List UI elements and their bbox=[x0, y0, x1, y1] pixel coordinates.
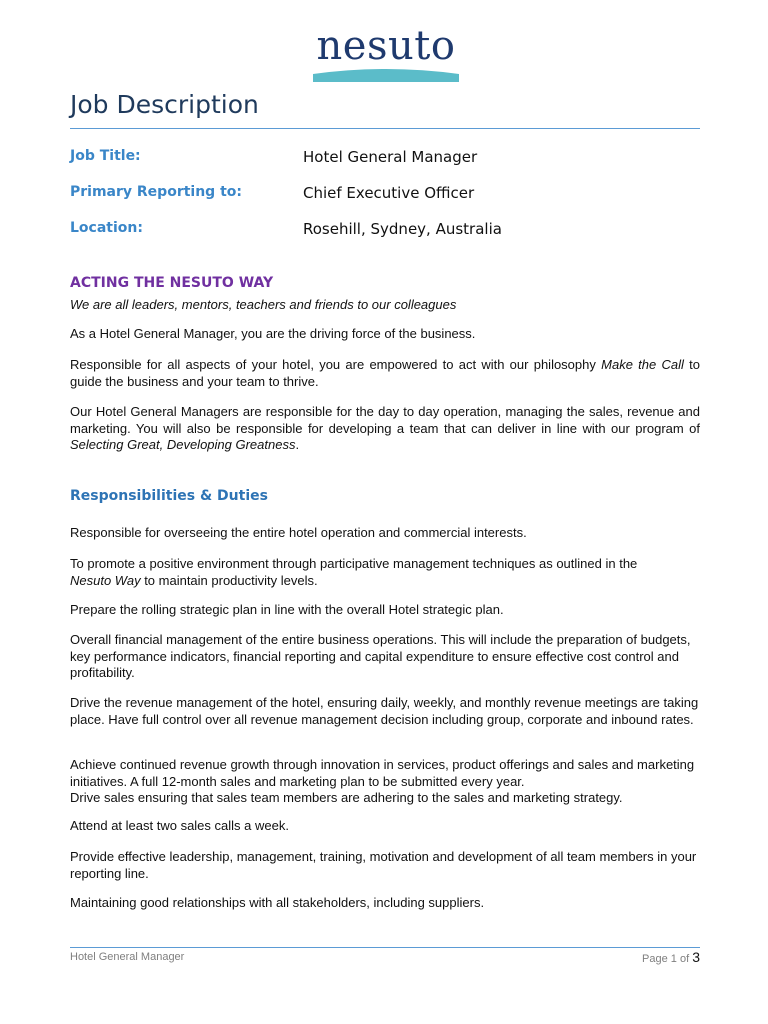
duty-item bbox=[70, 556, 680, 589]
text-run: Drive sales ensuring that sales team members are adhering to the sales and marketing strategy. bbox=[70, 790, 623, 805]
emphasis-make-the-call: Make the Call bbox=[601, 357, 684, 372]
text-run: . bbox=[295, 437, 300, 452]
text-run: to guide the business and your team to thrive. bbox=[70, 357, 700, 389]
duty-item: Overall financial management of the entire business operations. This will include the preparation of budgets, key performance indicators, financial reporting and capital expenditure to ensure effective cost control and profitability. bbox=[70, 632, 691, 680]
emphasis-nesuto-way: Nesuto Way bbox=[70, 572, 141, 588]
text-run: to maintain productivity levels. bbox=[140, 572, 318, 588]
text-run: To promote a positive environment through participative management techniques as outlined in the bbox=[70, 556, 638, 571]
field-label: Primary Reporting to: bbox=[70, 184, 242, 200]
field-reporting-to bbox=[70, 184, 700, 206]
duty-item: Provide effective leadership, management, training, motivation and development of all team members in your reporting line. bbox=[70, 849, 697, 881]
page-prefix: Page 1 of bbox=[642, 953, 693, 965]
field-value: Rosehill, Sydney, Australia bbox=[303, 220, 502, 238]
field-label: Job Title: bbox=[70, 148, 141, 164]
field-value: Chief Executive Officer bbox=[303, 184, 475, 202]
title-divider bbox=[70, 128, 700, 129]
text-run: Responsible for all aspects of your hotel, you are empowered to act with our philosophy bbox=[70, 357, 602, 372]
duty-item: Responsible for overseeing the entire hotel operation and commercial interests. bbox=[70, 525, 527, 540]
duty-item bbox=[70, 757, 700, 807]
field-location bbox=[70, 220, 700, 242]
field-value: Hotel General Manager bbox=[303, 148, 478, 166]
duty-item: Prepare the rolling strategic plan in line with the overall Hotel strategic plan. bbox=[70, 602, 504, 617]
section-heading-responsibilities: Responsibilities & Duties bbox=[70, 488, 268, 504]
tagline: We are all leaders, mentors, teachers and friends to our colleagues bbox=[70, 297, 457, 312]
field-job-title bbox=[70, 148, 700, 170]
text-run: Our Hotel General Managers are responsible for the day to day operation, managing the sales, revenue and marketing. You will also be responsible for developing a team that can deliver in line with our program of bbox=[70, 404, 700, 436]
duty-item: Drive the revenue management of the hotel, ensuring daily, weekly, and monthly revenue meetings are taking place. Have full control over all revenue management decision including group, corporate and inbound rates. bbox=[70, 695, 699, 727]
paragraph bbox=[70, 404, 700, 454]
paragraph: As a Hotel General Manager, you are the driving force of the business. bbox=[70, 326, 476, 341]
field-label: Location: bbox=[70, 220, 143, 236]
page-total: 3 bbox=[692, 949, 700, 965]
duty-item: Maintaining good relationships with all stakeholders, including suppliers. bbox=[70, 895, 485, 910]
nesuto-logo bbox=[313, 24, 459, 76]
text-run: Achieve continued revenue growth through innovation in services, product offerings and sales and marketing initiatives. A full 12-month sales and marketing plan to be submitted every year. bbox=[70, 757, 695, 789]
page-title: Job Description bbox=[70, 90, 259, 119]
paragraph bbox=[70, 357, 700, 390]
section-heading-acting: ACTING THE NESUTO WAY bbox=[70, 275, 274, 291]
page-number bbox=[642, 949, 700, 965]
logo-wordmark: nesuto bbox=[316, 23, 456, 69]
footer-divider bbox=[70, 947, 700, 948]
emphasis-program: Selecting Great, Developing Greatness bbox=[70, 437, 296, 452]
duty-item: Attend at least two sales calls a week. bbox=[70, 818, 289, 833]
logo-wave-icon bbox=[313, 66, 459, 82]
footer-doc-name: Hotel General Manager bbox=[70, 951, 185, 963]
